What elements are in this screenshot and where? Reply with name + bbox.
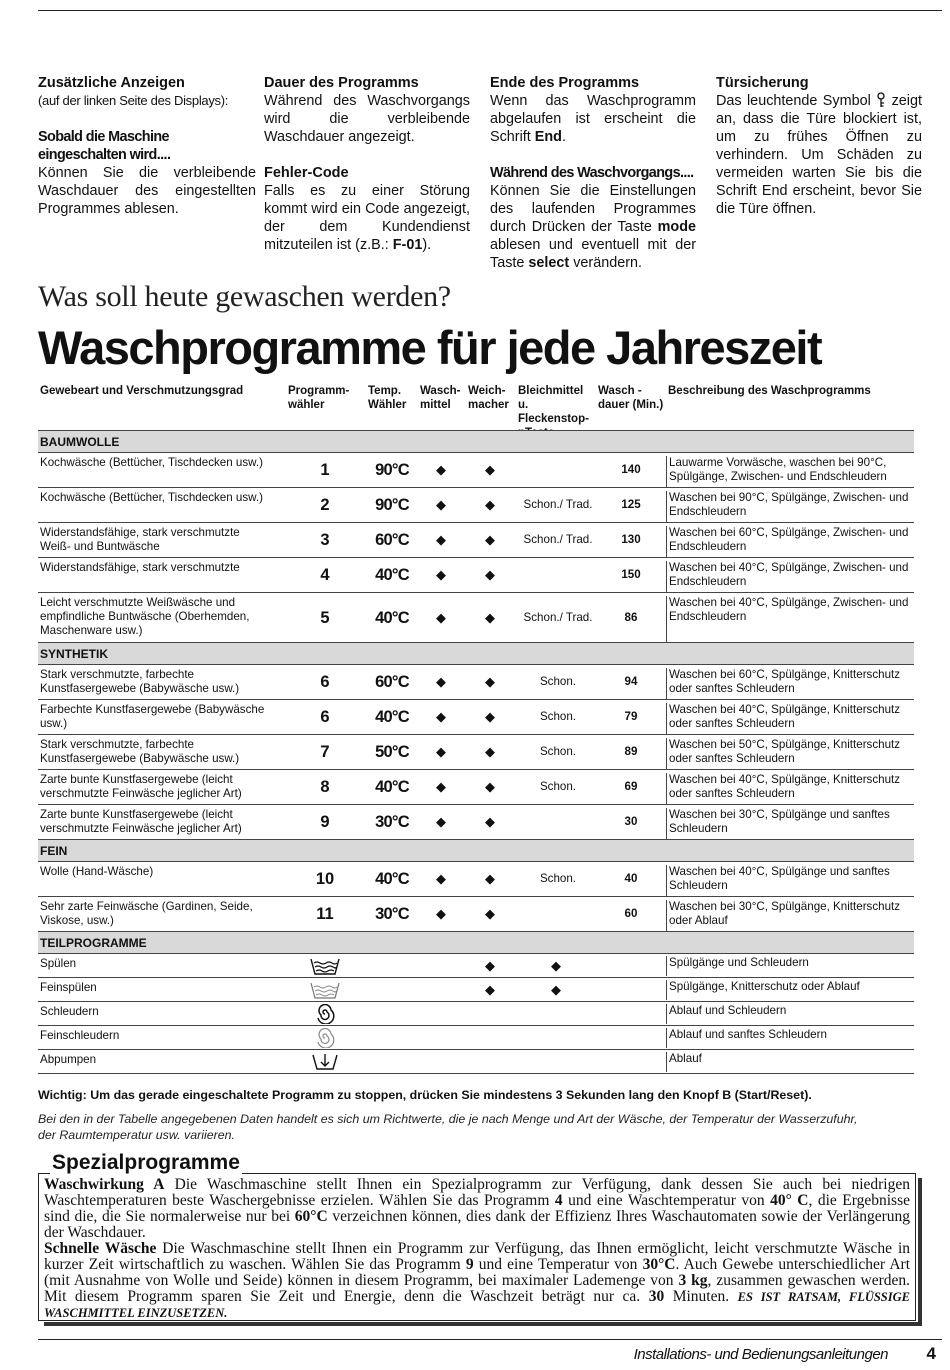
wash-duration: 150 <box>621 568 641 581</box>
spin-icon <box>308 1004 342 1024</box>
description-cell: Waschen bei 60°C, Spülgänge, Zwischen- und Endschleudern <box>666 526 914 557</box>
temperature: 40°C <box>375 778 409 796</box>
fabric-cell: Wolle (Hand-Wäsche) <box>40 865 154 878</box>
gentle-rinse-icon <box>308 980 342 1000</box>
description-cell: Spülgänge, Knitterschutz oder Ablauf <box>666 980 914 1000</box>
page-number: 4 <box>926 1344 936 1363</box>
fabric-cell: Schleudern <box>40 1005 99 1018</box>
table-row <box>38 664 914 699</box>
bleach-option: Schon. <box>539 710 577 723</box>
program-number: 2 <box>320 496 330 514</box>
detergent-diamond: ◆ <box>436 567 446 582</box>
end-word: End <box>534 129 562 145</box>
description-cell: Spülgänge und Schleudern <box>666 956 914 976</box>
program-number: 4 <box>320 566 330 584</box>
softener-diamond: ◆ <box>485 981 495 997</box>
table-bottom-rule <box>38 1073 914 1074</box>
program-number: 6 <box>320 673 330 691</box>
col2-text2: Falls es zu einer Störung kommt wird ein Code angezeigt, der dem Kundendienst mitzuteilen ist (z.B.: F-01). <box>264 183 470 253</box>
mode-key: mode <box>657 219 696 235</box>
temperature: 30°C <box>375 813 409 831</box>
temperature: 90°C <box>375 461 409 479</box>
detergent-diamond: ◆ <box>436 906 446 921</box>
softener-diamond: ◆ <box>485 906 495 921</box>
detergent-diamond: ◆ <box>436 462 446 477</box>
section-header-synthetik: SYNTHETIK <box>38 642 914 664</box>
bleach-option: Schon. <box>539 872 577 885</box>
table-row <box>38 769 914 804</box>
wash-duration: 30 <box>624 815 638 828</box>
table-row <box>38 452 914 487</box>
col2-text: Während des Waschvorgangs wird die verbleibende Waschdauer angezeigt. <box>264 93 470 145</box>
col1-subtitle: (auf der linken Seite des Displays): <box>38 93 229 108</box>
wash-duration: 86 <box>624 610 638 624</box>
description-cell: Waschen bei 40°C, Spülgänge, Zwischen- und Endschleudern <box>666 596 914 642</box>
detergent-diamond: ◆ <box>436 609 446 625</box>
header-bl: Bleichmittel u. Fleckenstop- <box>518 385 589 425</box>
fabric-cell: Feinschleudern <box>40 1029 120 1042</box>
program-number: 6 <box>320 708 330 726</box>
program-number: 5 <box>320 608 330 627</box>
rinse-icon <box>308 956 342 976</box>
special-schnelle-waesche: Schnelle Wäsche Die Waschmaschine stellt Ihnen ein Programm zur Verfügung, das Ihnen ermöglicht, leicht verschmutzte Wäsche in kurzer Zeit wirtschaftlich zu waschen. Wählen Sie das Programm 9 und eine Temperatur von 30°C. Auch Gewebe unterschiedlicher Art (mit Ausnahme von Wolle und Seide) können in diesem Programm, bei maximaler Lademenge von 3 kg, zusammen gewaschen werden. Mit diesem Programm sparen Sie Zeit und Energie, denn die Waschzeit beträgt nur ca. 30 Minuten. ES IST RATSAM, FLÜSSIGE WASCHMITTEL EINZUSETZEN. <box>44 1240 911 1320</box>
program-number: 10 <box>315 870 335 888</box>
fabric-cell: Kochwäsche (Bettücher, Tischdecken usw.) <box>40 491 263 504</box>
bleach-option: Schon./ Trad. <box>523 498 593 511</box>
temperature: 90°C <box>375 496 409 514</box>
softener-diamond: ◆ <box>485 871 495 886</box>
info-columns <box>38 74 924 272</box>
description-cell: Waschen bei 40°C, Spülgänge, Zwischen- und Endschleudern <box>666 561 914 592</box>
detergent-diamond: ◆ <box>436 744 446 759</box>
bleach-diamond: ◆ <box>551 957 561 973</box>
col3-title: Ende des Programms <box>490 75 640 91</box>
softener-diamond: ◆ <box>485 814 495 829</box>
wash-duration: 94 <box>624 675 638 688</box>
softener-diamond: ◆ <box>485 709 495 724</box>
bleach-option: Schon./ Trad. <box>523 533 593 546</box>
table-row <box>38 734 914 769</box>
description-cell: Ablauf und Schleudern <box>666 1004 914 1024</box>
program-number: 7 <box>320 743 330 761</box>
temperature: 40°C <box>375 566 409 584</box>
header-dur: Wasch - dauer (Min.) <box>598 385 664 411</box>
header-fabric: Gewebeart und Verschmutzungsgrad <box>40 385 244 397</box>
section-header-teil: TEILPROGRAMME <box>38 931 914 953</box>
fabric-cell: Kochwäsche (Bettücher, Tischdecken usw.) <box>40 456 263 469</box>
bleach-option: Schon. <box>539 745 577 758</box>
softener-diamond: ◆ <box>485 957 495 973</box>
col3-title2: Während des Waschvorgangs.... <box>490 165 694 181</box>
detergent-diamond: ◆ <box>436 709 446 724</box>
description-cell: Waschen bei 50°C, Spülgänge, Knitterschutz oder sanftes Schleudern <box>666 738 914 769</box>
softener-diamond: ◆ <box>485 497 495 512</box>
key-icon <box>876 92 886 108</box>
col1-title: Zusätzliche Anzeigen <box>38 75 185 91</box>
col3-text2: Können Sie die Einstellungen des laufenden Programmes durch Drücken der Taste mode ablesen und eventuell mit der Taste select verändern. <box>490 183 696 271</box>
fabric-cell: Widerstandsfähige, stark verschmutzte Weiß- und Buntwäsche <box>40 526 240 553</box>
temperature: 40°C <box>375 608 409 627</box>
table-row <box>38 699 914 734</box>
fabric-cell: Farbechte Kunstfasergewebe (Babywäsche usw.) <box>40 703 265 730</box>
wash-duration: 89 <box>624 745 638 758</box>
header-desc: Beschreibung des Waschprogramms <box>668 385 871 397</box>
table-row <box>38 592 914 642</box>
softener-diamond: ◆ <box>485 532 495 547</box>
col4-text: Das leuchtende Symbol zeigt an, dass die Türe blockiert ist, um zu frühes Öffnen zu verhindern. Um Schäden zu vermeiden warten Sie bis die Schrift End erscheint, bevor Sie die Türe öffnen. <box>716 93 922 217</box>
program-number: 8 <box>320 778 330 796</box>
detergent-diamond: ◆ <box>436 779 446 794</box>
detergent-diamond: ◆ <box>436 497 446 512</box>
table-row-partial <box>38 953 914 977</box>
program-number: 11 <box>316 905 334 923</box>
info-col-tuersicherung <box>716 74 922 272</box>
info-col-anzeigen <box>38 74 256 272</box>
program-number: 9 <box>320 813 330 831</box>
wash-duration: 79 <box>624 710 638 723</box>
section-header-baumwolle: BAUMWOLLE <box>38 430 914 452</box>
description-cell: Waschen bei 30°C, Spülgänge, Knitterschutz oder Ablauf <box>666 900 914 931</box>
section-header-fein: FEIN <box>38 839 914 861</box>
temperature: 40°C <box>375 708 409 726</box>
col2-title: Dauer des Programms <box>264 75 419 91</box>
fabric-cell: Abpumpen <box>40 1053 97 1066</box>
fabric-cell: Stark verschmutzte, farbechte Kunstfasergewebe (Babywäsche usw.) <box>40 738 240 765</box>
bleach-option: Schon. <box>539 675 577 688</box>
detergent-diamond: ◆ <box>436 532 446 547</box>
bleach-option: Schon./ Trad. <box>523 610 593 624</box>
fabric-cell: Sehr zarte Feinwäsche (Gardinen, Seide, Viskose, usw.) <box>40 900 253 927</box>
softener-diamond: ◆ <box>485 567 495 582</box>
gentle-spin-icon <box>308 1028 342 1048</box>
col2-title2: Fehler-Code <box>264 165 349 181</box>
fabric-cell: Zarte bunte Kunstfasergewebe (leicht verschmutzte Feinwäsche jeglicher Art) <box>40 808 242 835</box>
error-code-example: F-01 <box>392 237 423 253</box>
bleach-diamond: ◆ <box>551 981 561 997</box>
softener-diamond: ◆ <box>485 462 495 477</box>
softener-diamond: ◆ <box>485 744 495 759</box>
fabric-cell: Feinspülen <box>40 981 97 994</box>
fabric-cell: Stark verschmutzte, farbechte Kunstfasergewebe (Babywäsche usw.) <box>40 668 240 695</box>
detergent-diamond: ◆ <box>436 674 446 689</box>
special-waschwirkung: Waschwirkung A Die Waschmaschine stellt Ihnen ein Spezialprogramm zur Verfügung, dank dessen Sie auch bei niedrigen Waschtemperaturen beste Waschergebnisse erzielen. Wählen Sie das Programm 4 und eine Waschtemperatur von 40° C, die Ergebnisse sind die, die Sie normalerweise nur bei 60°C verzeichnen können, dies dank der Effizienz Ihres Waschautomaten sowie der Verlängerung der Waschdauer. <box>44 1176 910 1241</box>
bottom-rule <box>38 1339 942 1340</box>
temperature: 60°C <box>375 531 409 549</box>
disclaimer-note: Bei den in der Tabelle angegebenen Daten handelt es sich um Richtwerte, die je nach Menge und Art der Wäsche, der Temperatur der Wasserzufuhr, der Raumtemperatur usw. variieren. <box>38 1112 858 1142</box>
temperature: 40°C <box>375 870 409 888</box>
wash-duration: 60 <box>624 907 638 920</box>
footer-text: Installations- und Bedienungsanleitungen <box>633 1346 888 1363</box>
bleach-option: Schon. <box>539 780 577 793</box>
top-rule <box>38 10 942 11</box>
program-number: 3 <box>320 531 330 549</box>
table-row-partial <box>38 1025 914 1049</box>
special-programs-title: Spezialprogramme <box>52 1151 240 1174</box>
special-programs-box <box>38 1173 916 1321</box>
table-row <box>38 896 914 931</box>
header-wm: Wasch- mittel <box>420 385 461 411</box>
description-cell: Ablauf <box>666 1052 914 1072</box>
program-number: 1 <box>320 461 330 479</box>
wash-duration: 140 <box>621 463 641 476</box>
wash-duration: 69 <box>624 780 638 793</box>
col4-title: Türsicherung <box>716 75 809 91</box>
table-header <box>38 384 914 430</box>
description-cell: Waschen bei 60°C, Spülgänge, Knitterschutz oder sanftes Schleudern <box>666 668 914 699</box>
wash-duration: 130 <box>621 533 641 546</box>
softener-diamond: ◆ <box>485 779 495 794</box>
fabric-cell: Leicht verschmutzte Weißwäsche und empfindliche Buntwäsche (Oberhemden, Maschenware usw.) <box>40 596 250 637</box>
wash-duration: 125 <box>621 498 641 511</box>
description-cell: Waschen bei 90°C, Spülgänge, Zwischen- und Endschleudern <box>666 491 914 522</box>
detergent-diamond: ◆ <box>436 871 446 886</box>
table-row <box>38 522 914 557</box>
important-note: Wichtig: Um das gerade eingeschaltete Programm zu stoppen, drücken Sie mindestens 3 Sekunden lang den Knopf B (Start/Reset). <box>38 1088 812 1102</box>
fabric-cell: Widerstandsfähige, stark verschmutzte <box>40 561 240 574</box>
softener-diamond: ◆ <box>485 674 495 689</box>
header-prog: Programm- wähler <box>288 385 350 411</box>
table-row <box>38 487 914 522</box>
table-row <box>38 557 914 592</box>
table-row-partial <box>38 1001 914 1025</box>
temperature: 30°C <box>375 905 409 923</box>
col1-sub2: Sobald die Maschine eingeschalten wird.... <box>38 129 171 163</box>
col3-text: Wenn das Waschprogramm abgelaufen ist erscheint die Schrift End. <box>490 93 696 145</box>
fabric-cell: Spülen <box>40 957 77 970</box>
heading-question: Was soll heute gewaschen werden? <box>38 280 451 313</box>
table-row-partial <box>38 977 914 1001</box>
table-row-partial <box>38 1049 914 1073</box>
description-cell: Waschen bei 40°C, Spülgänge, Knitterschutz oder sanftes Schleudern <box>666 773 914 804</box>
program-table <box>38 430 914 1074</box>
select-key: select <box>528 255 570 271</box>
table-row <box>38 804 914 839</box>
table-row <box>38 861 914 896</box>
softener-diamond: ◆ <box>485 609 495 625</box>
temperature: 60°C <box>375 673 409 691</box>
wash-duration: 40 <box>624 872 638 885</box>
col1-text: Können Sie die verbleibende Waschdauer des eingestellten Programmes ablesen. <box>38 165 256 217</box>
description-cell: Ablauf und sanftes Schleudern <box>666 1028 914 1048</box>
info-col-ende <box>490 74 696 272</box>
info-col-dauer <box>264 74 470 272</box>
heading-main: Waschprogramme für jede Jahreszeit <box>38 321 822 374</box>
temperature: 50°C <box>375 743 409 761</box>
description-cell: Lauwarme Vorwäsche, waschen bei 90°C, Spülgänge, Zwischen- und Endschleudern <box>666 456 914 487</box>
header-temp: Temp. Wähler <box>368 385 407 411</box>
detergent-diamond: ◆ <box>436 814 446 829</box>
drain-icon <box>308 1052 342 1072</box>
header-wc: Weich- macher <box>468 385 509 411</box>
fabric-cell: Zarte bunte Kunstfasergewebe (leicht verschmutzte Feinwäsche jeglicher Art) <box>40 773 242 800</box>
description-cell: Waschen bei 40°C, Spülgänge und sanftes Schleudern <box>666 865 914 896</box>
description-cell: Waschen bei 30°C, Spülgänge und sanftes Schleudern <box>666 808 914 839</box>
description-cell: Waschen bei 40°C, Spülgänge, Knitterschutz oder sanftes Schleudern <box>666 703 914 734</box>
